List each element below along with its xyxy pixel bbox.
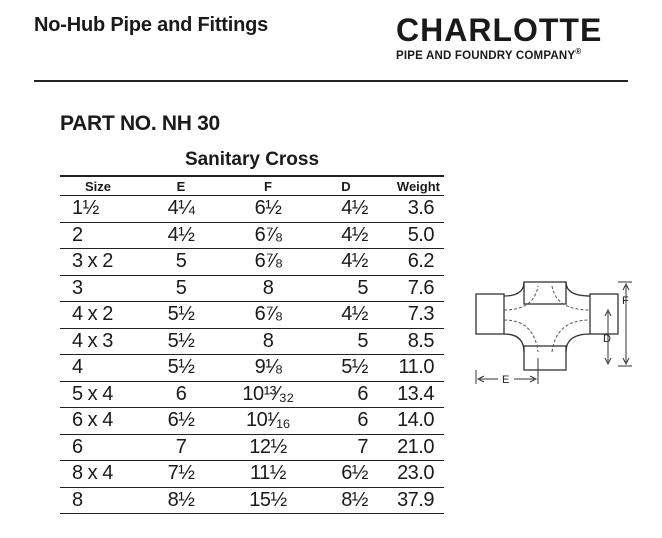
cell-e: 7½ [136, 461, 226, 488]
right-hub [590, 294, 618, 334]
label-f: F [622, 295, 629, 307]
cell-weight: 7.3 [382, 302, 444, 329]
cell-size: 3 x 2 [60, 249, 136, 276]
cell-f: 11½ [226, 461, 310, 488]
cell-size: 6 x 4 [60, 408, 136, 435]
part-number: PART NO. NH 30 [60, 112, 220, 135]
cell-size: 4 x 2 [60, 302, 136, 329]
header-divider [34, 80, 628, 82]
left-hub [476, 294, 504, 334]
column-header-weight: Weight [382, 176, 444, 196]
cell-f: 10¹³⁄₃₂ [226, 381, 310, 408]
sanitary-cross-diagram [468, 272, 648, 392]
company-logo [396, 14, 632, 62]
cell-d: 8½ [310, 487, 382, 514]
cell-weight: 3.6 [382, 196, 444, 223]
table-row [60, 196, 444, 223]
cell-f: 12½ [226, 434, 310, 461]
table-row [60, 408, 444, 435]
cell-f: 8 [226, 328, 310, 355]
column-header-d: D [310, 176, 382, 196]
cell-f: 15½ [226, 487, 310, 514]
body-outline [504, 282, 590, 352]
table-row [60, 434, 444, 461]
cell-e: 5 [136, 249, 226, 276]
table-header-row [60, 176, 444, 196]
cell-weight: 37.9 [382, 487, 444, 514]
table-row [60, 222, 444, 249]
cell-f: 6⅞ [226, 302, 310, 329]
cell-d: 6½ [310, 461, 382, 488]
cell-size: 4 [60, 355, 136, 382]
logo-name: CHARLOTTE [396, 12, 603, 48]
cell-weight: 11.0 [382, 355, 444, 382]
cell-size: 2 [60, 222, 136, 249]
cell-e: 4¼ [136, 196, 226, 223]
cell-size: 1½ [60, 196, 136, 223]
cell-e: 4½ [136, 222, 226, 249]
cell-d: 6 [310, 408, 382, 435]
cell-f: 6⅞ [226, 222, 310, 249]
cell-e: 7 [136, 434, 226, 461]
inner-flow-lines [504, 286, 590, 352]
cell-e: 5½ [136, 355, 226, 382]
cell-size: 5 x 4 [60, 381, 136, 408]
cell-f: 10¹⁄₁₆ [226, 408, 310, 435]
cell-size: 3 [60, 275, 136, 302]
cell-f: 6½ [226, 196, 310, 223]
cell-weight: 21.0 [382, 434, 444, 461]
logo-subtitle [396, 47, 632, 62]
label-e: E [502, 374, 510, 386]
cell-d: 5 [310, 328, 382, 355]
table-row [60, 249, 444, 276]
cell-d: 5 [310, 275, 382, 302]
cell-e: 5½ [136, 328, 226, 355]
table-row [60, 487, 444, 514]
cell-weight: 5.0 [382, 222, 444, 249]
label-d: D [603, 333, 611, 345]
cell-weight: 8.5 [382, 328, 444, 355]
cell-d: 4½ [310, 196, 382, 223]
table-title: Sanitary Cross [184, 149, 320, 170]
cell-size: 4 x 3 [60, 328, 136, 355]
cell-d: 7 [310, 434, 382, 461]
table-row [60, 461, 444, 488]
page-title: No-Hub Pipe and Fittings [34, 14, 269, 36]
column-header-size: Size [60, 176, 136, 196]
column-header-e: E [136, 176, 226, 196]
table-row [60, 328, 444, 355]
cell-size: 8 x 4 [60, 461, 136, 488]
cell-e: 5½ [136, 302, 226, 329]
cell-d: 5½ [310, 355, 382, 382]
cell-size: 8 [60, 487, 136, 514]
registered-mark: ® [575, 47, 582, 56]
cell-f: 9⅛ [226, 355, 310, 382]
cell-d: 4½ [310, 249, 382, 276]
cell-weight: 14.0 [382, 408, 444, 435]
cell-e: 5 [136, 275, 226, 302]
cell-weight: 6.2 [382, 249, 444, 276]
cell-weight: 13.4 [382, 381, 444, 408]
cell-e: 6 [136, 381, 226, 408]
logo-subtitle-text: PIPE AND FOUNDRY COMPANY [396, 49, 576, 62]
cell-e: 6½ [136, 408, 226, 435]
table-row [60, 302, 444, 329]
cell-d: 4½ [310, 302, 382, 329]
cell-size: 6 [60, 434, 136, 461]
table-row [60, 355, 444, 382]
dimensions-table [60, 175, 444, 514]
cell-d: 6 [310, 381, 382, 408]
cell-e: 8½ [136, 487, 226, 514]
cell-f: 6⅞ [226, 249, 310, 276]
cell-f: 8 [226, 275, 310, 302]
table-row [60, 381, 444, 408]
table-row [60, 275, 444, 302]
column-header-f: F [226, 176, 310, 196]
cell-weight: 23.0 [382, 461, 444, 488]
cell-weight: 7.6 [382, 275, 444, 302]
bottom-hub [524, 346, 566, 370]
cell-d: 4½ [310, 222, 382, 249]
